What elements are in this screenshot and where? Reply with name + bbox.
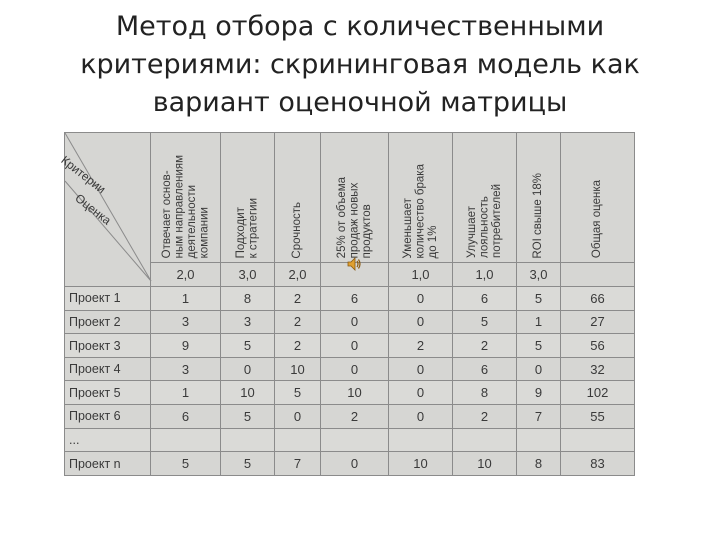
project-name-cell: Проект 3 [65,334,151,358]
score-cell: 0 [321,452,389,476]
score-cell: 66 [561,287,635,311]
score-cell: 10 [321,381,389,405]
score-cell: 0 [389,405,453,429]
weight-cell: 2,0 [275,263,321,287]
score-cell: 0 [389,357,453,381]
criterion-header [275,133,321,263]
table-row [65,334,635,358]
score-cell [561,428,635,452]
score-cell: 10 [453,452,517,476]
slide-title: Метод отбора с количественными критериями: скрининговая модель как вариант оценочной матрицы [80,11,640,118]
score-cell: 2 [275,287,321,311]
score-cell: 10 [275,357,321,381]
table-row [65,287,635,311]
table-row [65,310,635,334]
table-row [65,428,635,452]
score-cell: 2 [275,334,321,358]
score-cell: 3 [151,310,221,334]
score-cell: 32 [561,357,635,381]
score-cell: 5 [221,452,275,476]
score-cell: 2 [453,334,517,358]
score-cell: 5 [275,381,321,405]
criterion-header [321,133,389,263]
project-name-cell: Проект 1 [65,287,151,311]
score-cell: 2 [453,405,517,429]
corner-cell [58,133,151,287]
score-cell: 6 [453,287,517,311]
score-cell: 8 [517,452,561,476]
score-cell: 5 [221,334,275,358]
score-cell: 1 [151,381,221,405]
criterion-label: Срочность [291,201,304,259]
criterion-label: Улучшает лояльность потребителей [465,184,503,259]
score-cell: 0 [389,381,453,405]
project-name-cell: Проект n [65,452,151,476]
criteria-corner-label: Критерии [58,153,109,197]
project-name-cell: Проект 6 [65,405,151,429]
score-cell: 10 [389,452,453,476]
score-cell: 0 [389,310,453,334]
score-cell: 3 [151,357,221,381]
score-cell [321,428,389,452]
criterion-label: Уменьшает количество брака до 1% [401,163,439,259]
score-cell: 7 [517,405,561,429]
score-cell: 2 [321,405,389,429]
score-cell: 6 [151,405,221,429]
score-cell: 2 [275,310,321,334]
score-cell: 56 [561,334,635,358]
score-cell: 6 [321,287,389,311]
screening-matrix-table [58,132,635,476]
score-cell [151,428,221,452]
weight-cell: 1,0 [453,263,517,287]
criterion-header [389,133,453,263]
score-cell: 0 [321,334,389,358]
score-cell: 9 [517,381,561,405]
score-cell: 27 [561,310,635,334]
score-cell [453,428,517,452]
criterion-header [517,133,561,263]
table-row [65,381,635,405]
score-cell: 0 [221,357,275,381]
weight-cell: 3,0 [517,263,561,287]
score-cell: 5 [221,405,275,429]
score-cell: 0 [321,357,389,381]
score-cell: 6 [453,357,517,381]
score-cell: 5 [517,287,561,311]
criterion-label: Общая оценка [591,180,604,259]
score-cell: 2 [389,334,453,358]
table-row [65,357,635,381]
criterion-label: Подходит к стратегии [235,198,260,259]
weight-cell: 2,0 [151,263,221,287]
criterion-label: ROI свыше 18% [532,172,545,259]
score-cell: 8 [221,287,275,311]
criterion-header [561,133,635,263]
weight-cell [561,263,635,287]
weight-cell: 3,0 [221,263,275,287]
criteria-header-row [65,133,635,263]
criterion-header [151,133,221,263]
project-name-cell: ... [65,428,151,452]
speaker-icon[interactable] [346,256,362,272]
score-cell: 5 [517,334,561,358]
criterion-label: 25% от объема продаж новых продуктов [335,177,373,259]
score-cell: 0 [517,357,561,381]
score-cell: 102 [561,381,635,405]
score-cell [389,428,453,452]
score-cell: 5 [453,310,517,334]
score-cell [221,428,275,452]
project-name-cell: Проект 2 [65,310,151,334]
score-cell: 1 [151,287,221,311]
criterion-label: Отвечает основ- ным направлениям деятельности компании [160,155,210,259]
score-cell: 7 [275,452,321,476]
table-row [65,405,635,429]
score-cell: 0 [275,405,321,429]
weight-cell: 1,0 [389,263,453,287]
score-cell: 0 [389,287,453,311]
score-cell [517,428,561,452]
score-cell: 83 [561,452,635,476]
score-cell [275,428,321,452]
criterion-header [453,133,517,263]
score-cell: 55 [561,405,635,429]
project-name-cell: Проект 4 [65,357,151,381]
score-cell: 9 [151,334,221,358]
score-cell: 8 [453,381,517,405]
score-cell: 5 [151,452,221,476]
table-row [65,452,635,476]
project-name-cell: Проект 5 [65,381,151,405]
score-cell: 1 [517,310,561,334]
score-cell: 0 [321,310,389,334]
score-cell: 10 [221,381,275,405]
scanned-matrix-image [58,132,634,476]
score-corner-label: Оценка [72,191,114,228]
project-rows [65,287,635,476]
criterion-header [221,133,275,263]
score-cell: 3 [221,310,275,334]
